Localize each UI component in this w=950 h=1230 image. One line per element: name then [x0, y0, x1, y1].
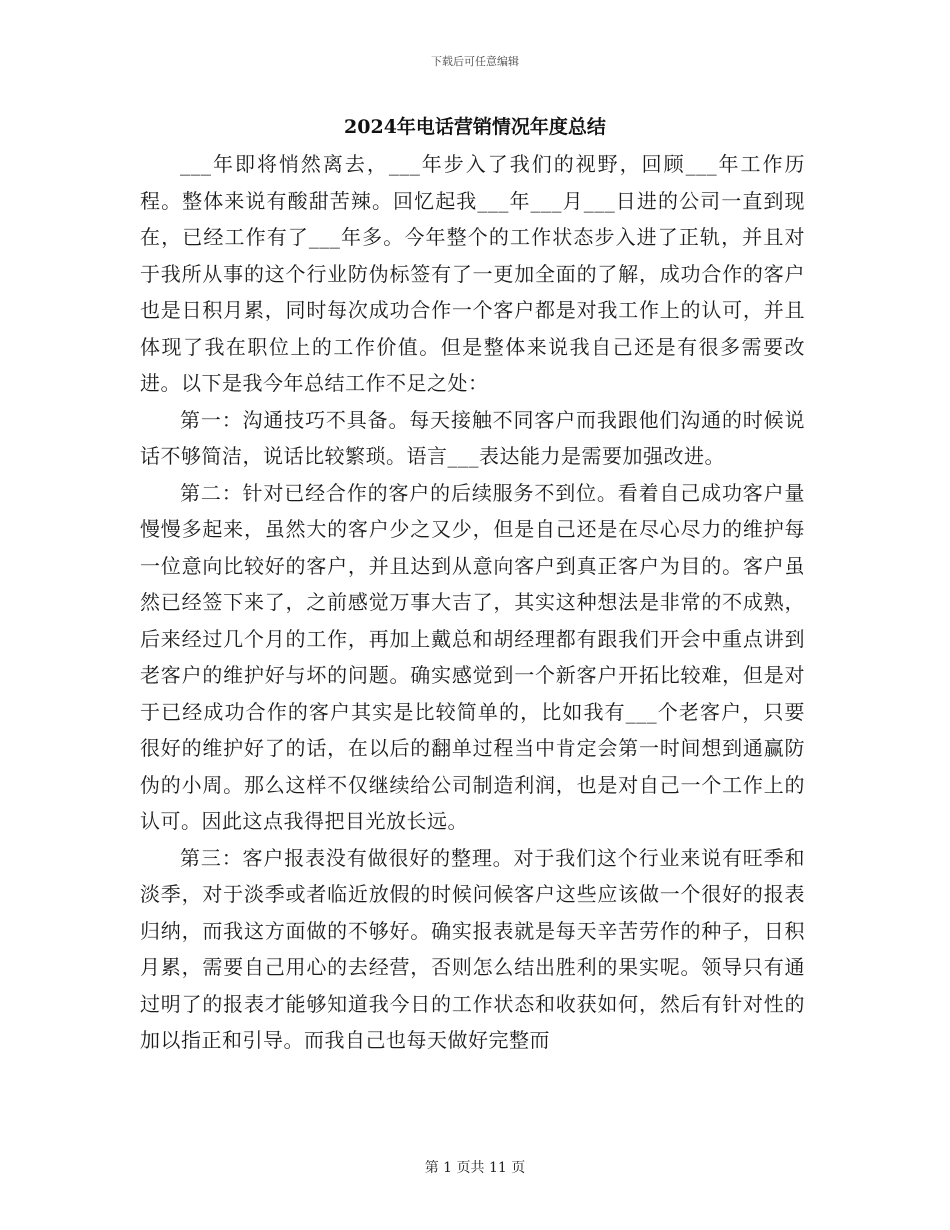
paragraph-point-2: 第二：针对已经合作的客户的后续服务不到位。看着自己成功客户量慢慢多起来，虽然大的客户少之又少，但是自己还是在尽心尽力的维护每一位意向比较好的客户，并且达到从意向客户到真正客户为目的。客户虽然已经签下来了，之前感觉万事大吉了，其实这种想法是非常的不成熟，后来经过几个月的工作，再加上戴总和胡经理都有跟我们开会中重点讲到老客户的维护好与坏的问题。确实感觉到一个新客户开拓比较难，但是对于已经成功合作的客户其实是比较简单的，比如我有___个老客户，只要很好的维护好了的话，在以后的翻单过程当中肯定会第一时间想到通赢防伪的小周。那么这样不仅继续给公司制造利润，也是对自己一个工作上的认可。因此这点我得把目光放长远。: [140, 480, 805, 833]
page-number: 第 1 页共 11 页: [424, 1160, 526, 1176]
document-body: [140, 146, 805, 1059]
document-title: 2024年电话营销情况年度总结: [344, 116, 606, 138]
paragraph-intro: ___年即将悄然离去，___年步入了我们的视野，回顾___年工作历程。整体来说有酸甜苦辣。回忆起我___年___月___日进的公司一直到现在，已经工作有了___年多。今年整个的工作状态步入进了正轨，并且对于我所从事的这个行业防伪标签有了一更加全面的了解，成功合作的客户也是日积月累，同时每次成功合作一个客户都是对我工作上的认可，并且体现了我在职位上的工作价值。但是整体来说我自己还是有很多需要改进。以下是我今年总结工作不足之处：: [140, 152, 805, 395]
paragraph-point-1: 第一：沟通技巧不具备。每天接触不同客户而我跟他们沟通的时候说话不够简洁，说话比较繁琐。语言___表达能力是需要加强改进。: [140, 407, 805, 468]
page-header-note: 下载后可任意编辑: [431, 55, 519, 68]
paragraph-point-3: 第三：客户报表没有做很好的整理。对于我们这个行业来说有旺季和淡季，对于淡季或者临近放假的时候问候客户这些应该做一个很好的报表归纳，而我这方面做的不够好。确实报表就是每天辛苦劳作的种子，日积月累，需要自己用心的去经营，否则怎么结出胜利的果实呢。领导只有通过明了的报表才能够知道我今日的工作状态和收获如何，然后有针对性的加以指正和引导。而我自己也每天做好完整而: [140, 845, 805, 1052]
